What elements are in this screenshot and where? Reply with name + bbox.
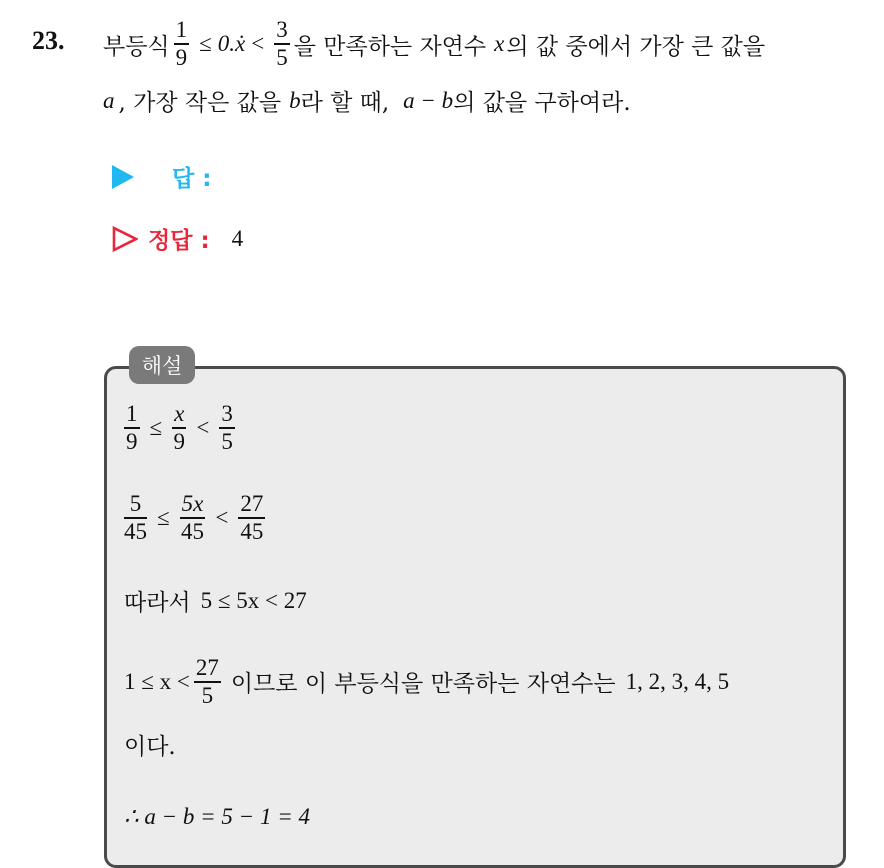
question-line-1 <box>103 14 765 74</box>
expression-a-minus-b: a − b <box>403 87 454 113</box>
solution-step-3 <box>124 584 307 617</box>
variable-b: b <box>289 87 301 113</box>
step3-expr: 5 ≤ 5x < 27 <box>200 587 307 613</box>
solution-step-1 <box>124 402 239 454</box>
step1-frac-3: $\frac{3}{5}$ <box>221 401 233 454</box>
play-triangle-icon <box>112 165 134 189</box>
variable-x: x <box>494 31 505 56</box>
question-prefix: 부등식 <box>103 33 170 60</box>
correct-answer-value: 4 <box>231 225 244 251</box>
question-text-b: , 가장 작은 값을 <box>118 90 282 116</box>
fraction-one-ninth: $\frac{1}{9}$ <box>175 17 188 70</box>
step3-text: 따라서 <box>124 590 191 616</box>
question-suffix-b: 의 값 중에서 가장 큰 값을 <box>506 33 766 60</box>
outline-triangle-icon <box>112 226 138 252</box>
step1-frac-1: $\frac{1}{9}$ <box>126 401 138 454</box>
lt-sign: < <box>251 31 265 56</box>
step4-ending: 이다. <box>124 734 176 760</box>
conclusion-expr: ∴ a − b = 5 − 1 = 4 <box>124 804 310 829</box>
question-line-2 <box>103 84 631 117</box>
solution-step-4-line-2 <box>124 728 176 761</box>
step4-frac: $\frac{27}{5}$ <box>195 655 219 708</box>
answer-row <box>112 160 211 193</box>
solution-step-4 <box>124 656 729 708</box>
question-number: 23. <box>32 26 65 55</box>
step1-frac-2: $\frac{x}{9}$ <box>173 401 185 454</box>
answer-label: 답 : <box>172 166 212 192</box>
repeating-decimal: 0.ẋ <box>217 31 246 56</box>
solution-tag: 해설 <box>129 346 195 384</box>
step2-op-1: ≤ <box>157 504 170 530</box>
solution-step-2 <box>124 492 269 544</box>
step2-frac-2: $\frac{5x}{45}$ <box>180 491 204 544</box>
correct-answer-row <box>112 222 243 255</box>
step1-op-1: ≤ <box>149 414 163 440</box>
question-text-d: 라 할 때, <box>300 90 390 116</box>
le-sign: ≤ <box>199 31 212 56</box>
correct-answer-label: 정답 : <box>148 228 210 254</box>
question-text-e: 의 값을 구하여라. <box>453 90 631 116</box>
step2-op-2: < <box>215 504 229 530</box>
fraction-three-fifths: $\frac{3}{5}$ <box>276 17 288 70</box>
step2-frac-3: $\frac{27}{45}$ <box>240 491 264 544</box>
step4-text: 이므로 이 부등식을 만족하는 자연수는 <box>230 671 616 698</box>
variable-a: a <box>103 87 115 113</box>
step4-lead: 1 ≤ x < <box>124 668 190 694</box>
step1-op-2: < <box>196 414 210 440</box>
solution-conclusion <box>124 804 310 830</box>
step4-values: 1, 2, 3, 4, 5 <box>625 668 730 694</box>
step2-frac-1: $\frac{5}{45}$ <box>124 491 147 544</box>
question-suffix-a: 을 만족하는 자연수 <box>293 33 487 60</box>
